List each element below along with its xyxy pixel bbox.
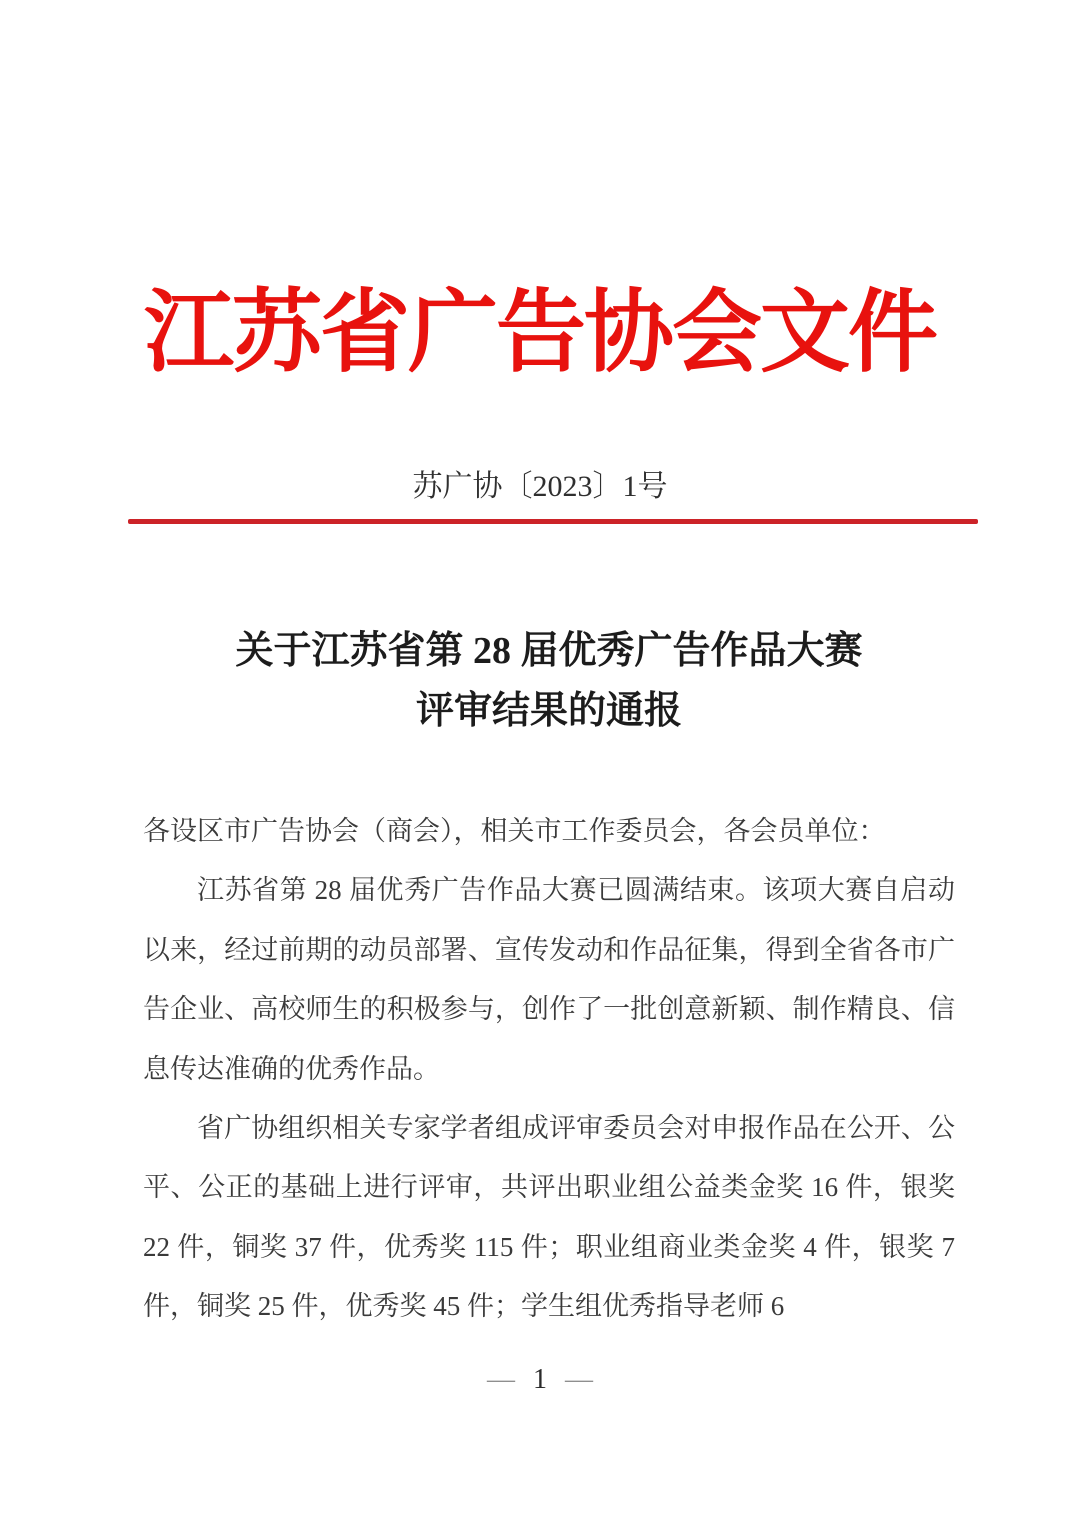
document-title-line-2: 评审结果的通报 bbox=[415, 690, 682, 732]
page-footer bbox=[0, 1360, 1080, 1400]
document-number: 苏广协〔2023〕1号 bbox=[412, 470, 668, 503]
footer-dash-right: — bbox=[565, 1364, 593, 1395]
document-body bbox=[143, 802, 955, 1337]
body-paragraph-1: 江苏省第 28 届优秀广告作品大赛已圆满结束。该项大赛自启动以来，经过前期的动员部署、宣传发动和作品征集，得到全省各市广告企业、高校师生的积极参与，创作了一批创意新颖、制作精良、信息传达准确的优秀作品。 bbox=[143, 875, 955, 1084]
page-number: 1 bbox=[533, 1364, 547, 1395]
body-paragraph-2: 省广协组织相关专家学者组成评审委员会对申报作品在公开、公平、公正的基础上进行评审，共评出职业组公益类金奖 16 件，银奖 22 件，铜奖 37 件，优秀奖 115 件；职业组商业类金奖 4 件，银奖 7 件，铜奖 25 件，优秀奖 45 件；学生组优秀指导老师 6 bbox=[143, 1113, 955, 1322]
document-title bbox=[143, 621, 955, 741]
salutation-paragraph: 各设区市广告协会（商会），相关市工作委员会，各会员单位： bbox=[143, 816, 886, 846]
red-header-rule bbox=[128, 519, 978, 524]
footer-dash-left: — bbox=[487, 1364, 515, 1395]
document-title-line-1: 关于江苏省第 28 届优秀广告作品大赛 bbox=[235, 630, 863, 672]
agency-header-title: 江苏省广告协会文件 bbox=[144, 284, 936, 383]
